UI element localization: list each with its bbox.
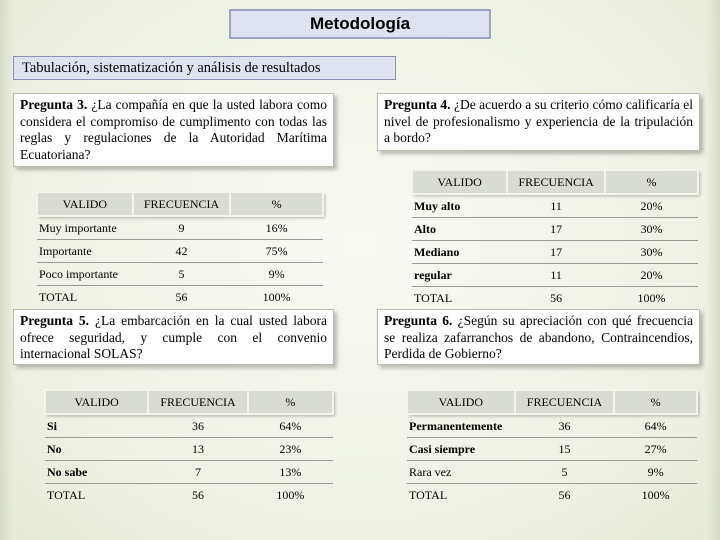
row-label: Muy importante bbox=[37, 216, 133, 240]
header-valido: VALIDO bbox=[407, 390, 515, 414]
page-edge-left bbox=[0, 0, 14, 540]
question-3-box bbox=[13, 93, 334, 167]
table-row bbox=[412, 194, 698, 218]
header-frecuencia: FRECUENCIA bbox=[515, 390, 615, 414]
row-frequency: 56 bbox=[558, 487, 571, 502]
row-label: TOTAL bbox=[47, 487, 86, 502]
row-percent: 30% bbox=[605, 241, 698, 264]
row-percent: 100% bbox=[637, 290, 666, 305]
table-row bbox=[412, 287, 698, 310]
page-edge-right bbox=[706, 0, 720, 540]
slide-subtitle-text: Tabulación, sistematización y análisis de resultados bbox=[22, 59, 321, 76]
row-label: TOTAL bbox=[409, 487, 448, 502]
question-5-table bbox=[44, 389, 334, 506]
table-row bbox=[37, 240, 323, 263]
question-6-header-row bbox=[407, 390, 697, 414]
row-percent: 23% bbox=[248, 438, 333, 461]
header-percent: % bbox=[605, 170, 698, 194]
header-percent: % bbox=[614, 390, 697, 414]
row-label: Poco importante bbox=[37, 263, 133, 286]
table-row bbox=[407, 484, 697, 507]
table-row bbox=[45, 438, 333, 461]
row-percent: 75% bbox=[230, 240, 323, 263]
question-4-box bbox=[377, 93, 700, 151]
table-row bbox=[407, 438, 697, 461]
row-percent: 9% bbox=[230, 263, 323, 286]
header-valido: VALIDO bbox=[45, 390, 148, 414]
question-4-table bbox=[411, 169, 699, 309]
table-row bbox=[37, 263, 323, 286]
row-frequency: 7 bbox=[148, 461, 248, 484]
question-6-text: ¿Según su apreciación con qué frecuencia se realiza zafarranchos de abandono, Contraincendios, Perdida de Gobierno? bbox=[384, 313, 693, 361]
header-frecuencia: FRECUENCIA bbox=[148, 390, 248, 414]
header-valido: VALIDO bbox=[412, 170, 507, 194]
header-valido: VALIDO bbox=[37, 192, 133, 216]
row-frequency: 56 bbox=[191, 487, 204, 502]
row-frequency: 17 bbox=[507, 218, 605, 241]
row-frequency: 36 bbox=[148, 414, 248, 438]
row-frequency: 11 bbox=[507, 264, 605, 287]
table-row bbox=[37, 216, 323, 240]
row-frequency: 11 bbox=[507, 194, 605, 218]
row-frequency: 17 bbox=[507, 241, 605, 264]
table-row bbox=[407, 414, 697, 438]
table-row bbox=[412, 218, 698, 241]
row-percent: 27% bbox=[614, 438, 697, 461]
table-row bbox=[412, 264, 698, 287]
row-label: Importante bbox=[37, 240, 133, 263]
row-label: No sabe bbox=[45, 461, 148, 484]
table-row bbox=[45, 414, 333, 438]
question-3-text: ¿La compañía en que la usted labora como considera el compromiso de cumplimento con todas las reglas y regulaciones de la Autoridad Marítima Ecuatoriana? bbox=[20, 97, 327, 162]
row-percent: 20% bbox=[605, 264, 698, 287]
table-row bbox=[407, 461, 697, 484]
slide-title bbox=[229, 9, 491, 39]
row-label: regular bbox=[412, 264, 507, 287]
row-label: Si bbox=[45, 414, 148, 438]
row-percent: 100% bbox=[641, 487, 670, 502]
row-frequency: 56 bbox=[175, 289, 188, 304]
row-label: Muy alto bbox=[412, 194, 507, 218]
row-frequency: 5 bbox=[515, 461, 615, 484]
row-frequency: 56 bbox=[550, 290, 563, 305]
question-6-number: Pregunta 6. bbox=[384, 313, 453, 328]
row-percent: 30% bbox=[605, 218, 698, 241]
row-percent: 16% bbox=[230, 216, 323, 240]
row-frequency: 5 bbox=[133, 263, 231, 286]
row-label: TOTAL bbox=[414, 290, 453, 305]
question-6-table bbox=[406, 389, 698, 506]
question-5-text: ¿La embarcación en la cual usted labora ofrece seguridad, y cumple con el convenio internacional SOLAS? bbox=[20, 313, 327, 361]
row-frequency: 36 bbox=[515, 414, 615, 438]
question-3-number: Pregunta 3. bbox=[20, 97, 88, 112]
row-label: TOTAL bbox=[39, 289, 78, 304]
row-frequency: 42 bbox=[133, 240, 231, 263]
question-4-text: ¿De acuerdo a su criterio cómo calificaría el nivel de profesionalismo y experiencia de la tripulación a bordo? bbox=[384, 97, 693, 145]
table-row bbox=[45, 484, 333, 507]
question-3-header-row bbox=[37, 192, 323, 216]
row-percent: 100% bbox=[276, 487, 305, 502]
row-percent: 64% bbox=[614, 414, 697, 438]
row-label: Alto bbox=[412, 218, 507, 241]
question-5-header-row bbox=[45, 390, 333, 414]
question-4-number: Pregunta 4. bbox=[384, 97, 451, 112]
row-frequency: 9 bbox=[133, 216, 231, 240]
row-label: Casi siempre bbox=[407, 438, 515, 461]
header-percent: % bbox=[230, 192, 323, 216]
row-label: Mediano bbox=[412, 241, 507, 264]
header-percent: % bbox=[248, 390, 333, 414]
table-row bbox=[37, 286, 323, 309]
row-frequency: 13 bbox=[148, 438, 248, 461]
question-5-number: Pregunta 5. bbox=[20, 313, 90, 328]
row-percent: 64% bbox=[248, 414, 333, 438]
row-percent: 13% bbox=[248, 461, 333, 484]
question-4-header-row bbox=[412, 170, 698, 194]
row-percent: 100% bbox=[262, 289, 291, 304]
question-6-box bbox=[377, 309, 700, 365]
row-frequency: 15 bbox=[515, 438, 615, 461]
slide-subtitle bbox=[13, 56, 396, 80]
header-frecuencia: FRECUENCIA bbox=[507, 170, 605, 194]
row-label: Rara vez bbox=[407, 461, 515, 484]
row-label: Permanentemente bbox=[407, 414, 515, 438]
table-row bbox=[412, 241, 698, 264]
row-percent: 20% bbox=[605, 194, 698, 218]
question-5-box bbox=[13, 309, 334, 365]
question-3-table bbox=[36, 191, 324, 308]
slide-title-text: Metodología bbox=[309, 14, 411, 33]
table-row bbox=[45, 461, 333, 484]
row-percent: 9% bbox=[614, 461, 697, 484]
header-frecuencia: FRECUENCIA bbox=[133, 192, 231, 216]
row-label: No bbox=[45, 438, 148, 461]
